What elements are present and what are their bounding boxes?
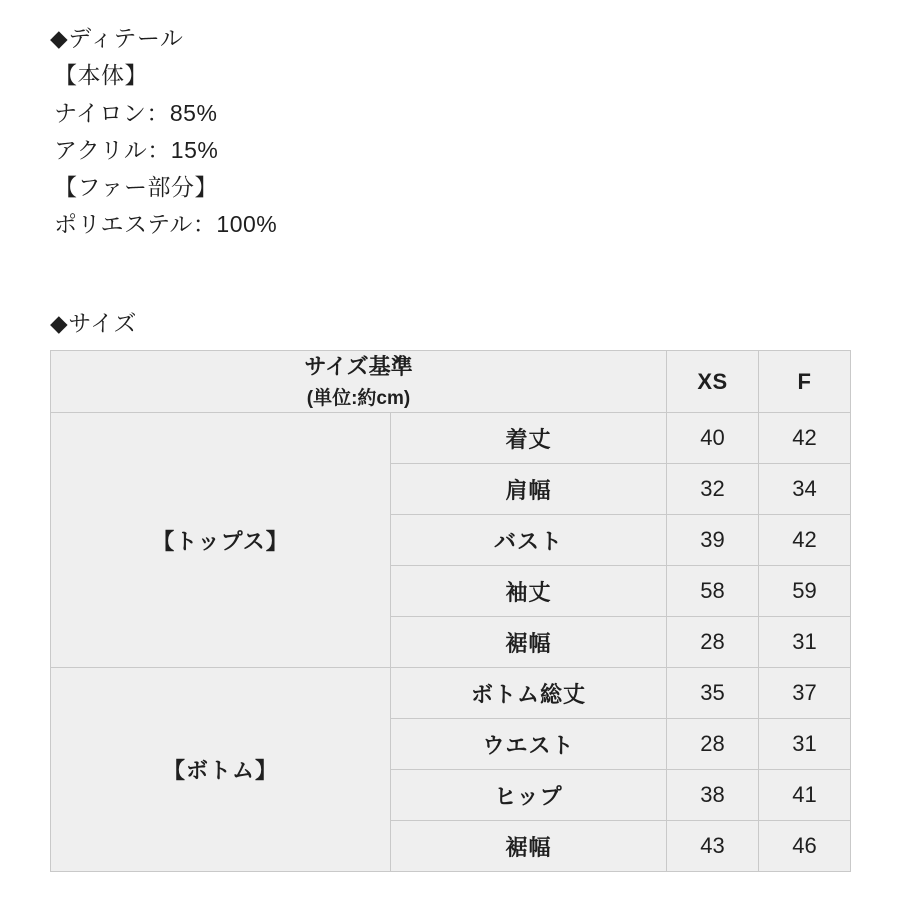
row-label: 着丈 (391, 413, 667, 464)
detail-line: 【ファー部分】 (54, 174, 219, 200)
size-heading: ◆サイズ (50, 309, 137, 336)
cell-value: 32 (667, 464, 759, 515)
row-label: 袖丈 (391, 566, 667, 617)
cell-value: 42 (759, 413, 851, 464)
cell-value: 31 (759, 617, 851, 668)
cell-value: 35 (667, 668, 759, 719)
cell-value: 46 (759, 821, 851, 872)
row-label: 裾幅 (391, 821, 667, 872)
detail-line: ナイロン：85% (54, 99, 218, 126)
group-label-tops: 【トップス】 (51, 413, 391, 668)
cell-value: 59 (759, 566, 851, 617)
cell-value: 43 (667, 821, 759, 872)
table-title: サイズ基準 (304, 354, 413, 379)
row-label: ウエスト (391, 719, 667, 770)
group-label-bottoms: 【ボトム】 (51, 668, 391, 872)
detail-line: アクリル：15% (54, 136, 219, 163)
table-unit: (単位:約cm) (306, 387, 411, 409)
detail-heading: ◆ディテール (50, 25, 184, 51)
row-label: ボトム総丈 (391, 668, 667, 719)
cell-value: 37 (759, 668, 851, 719)
table-header-row (51, 351, 851, 413)
table-row (51, 413, 851, 464)
cell-value: 31 (759, 719, 851, 770)
row-label: 裾幅 (391, 617, 667, 668)
cell-value: 40 (667, 413, 759, 464)
detail-section (50, 20, 850, 244)
cell-value: 39 (667, 515, 759, 566)
row-label: ヒップ (391, 770, 667, 821)
table-title-cell (51, 351, 667, 413)
cell-value: 28 (667, 617, 759, 668)
cell-value: 42 (759, 515, 851, 566)
column-header-f: F (759, 351, 851, 413)
cell-value: 38 (667, 770, 759, 821)
cell-value: 41 (759, 770, 851, 821)
detail-line: ポリエステル：100% (54, 211, 278, 238)
row-label: 肩幅 (391, 464, 667, 515)
cell-value: 34 (759, 464, 851, 515)
detail-line: 【本体】 (54, 62, 148, 89)
cell-value: 58 (667, 566, 759, 617)
column-header-xs: XS (667, 351, 759, 413)
size-table (50, 350, 851, 872)
cell-value: 28 (667, 719, 759, 770)
row-label: バスト (391, 515, 667, 566)
table-row (51, 668, 851, 719)
